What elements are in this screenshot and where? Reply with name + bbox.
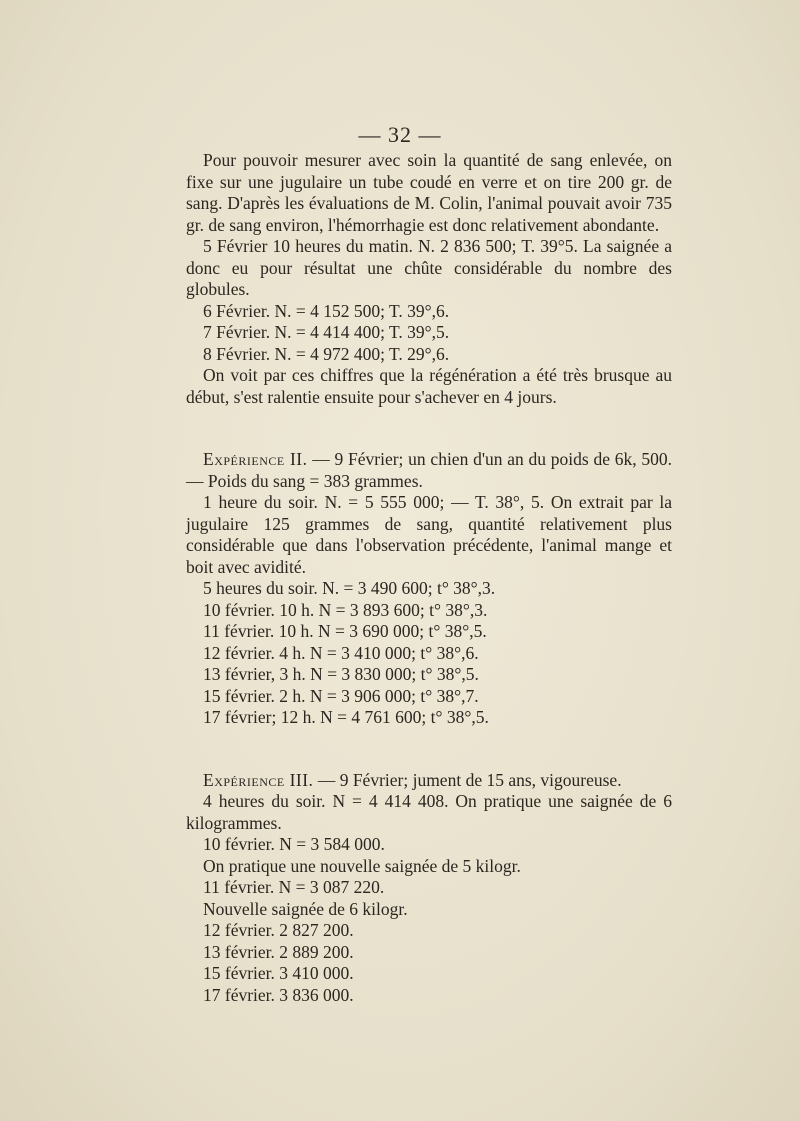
experience-3-label: Expérience III. [203, 769, 314, 790]
section-gap [186, 408, 672, 449]
data-line: Nouvelle saignée de 6 kilogr. [203, 898, 408, 919]
paragraph: On voit par ces chiffres que la régénération a été très brusque au début, s'est ralentie ensuite pour s'achever en 4 jours. [186, 365, 672, 407]
experience-3-intro-text: — 9 Février; jument de 15 ans, vigoureuse. [317, 769, 622, 790]
data-line: 13 février, 3 h. N = 3 830 000; t° 38°,5. [203, 664, 479, 684]
section-gap [186, 729, 672, 770]
experience-2-intro-text: — 9 Février; un chien d'un an du poids de 6k, 500. — Poids du sang = 383 grammes. [186, 449, 672, 491]
body-text [186, 150, 672, 1006]
data-line: 10 février. N = 3 584 000. [203, 834, 385, 854]
data-line: 15 février. 3 410 000. [203, 963, 354, 983]
data-line: 12 février. 4 h. N = 3 410 000; t° 38°,6. [203, 642, 479, 663]
experience-2-label: Expérience II. [203, 449, 308, 469]
data-line: 15 février. 2 h. N = 3 906 000; t° 38°,7. [203, 685, 479, 706]
data-line: 8 Février. N. = 4 972 400; T. 29°,6. [203, 343, 450, 364]
data-line: 6 Février. N. = 4 152 500; T. 39°,6. [203, 300, 450, 321]
paragraph: Pour pouvoir mesurer avec soin la quantité de sang enlevée, on fixe sur une jugulaire un tube coudé en verre et on tire 200 gr. de sang. D'après les évaluations de M. Colin, l'animal pouvait avoir 735 gr. de sang environ, l'hémorrhagie est donc relativement abondante. [186, 150, 672, 235]
data-line: 11 février. 10 h. N = 3 690 000; t° 38°,5. [203, 621, 487, 641]
data-line: 17 février; 12 h. N = 4 761 600; t° 38°,5. [203, 707, 489, 727]
data-line: 13 février. 2 889 200. [203, 941, 354, 962]
data-line: 5 heures du soir. N. = 3 490 600; t° 38°,3. [203, 578, 496, 598]
experience-2-intro [186, 449, 672, 492]
paragraph: 1 heure du soir. N. = 5 555 000; — T. 38°, 5. On extrait par la jugulaire 125 grammes de sang, quantité relativement plus considérable que dans l'observation précédente, l'animal mange et boit avec avidité. [186, 492, 672, 577]
data-line: On pratique une nouvelle saignée de 5 kilogr. [203, 855, 521, 876]
data-line: 10 février. 10 h. N = 3 893 600; t° 38°,3. [203, 599, 488, 620]
data-line: 7 Février. N. = 4 414 400; T. 39°,5. [203, 322, 450, 342]
data-line: 11 février. N = 3 087 220. [203, 877, 385, 897]
paragraph: 4 heures du soir. N = 4 414 408. On pratique une saignée de 6 kilogrammes. [186, 791, 672, 833]
data-line: 12 février. 2 827 200. [203, 920, 354, 940]
data-line: 17 février. 3 836 000. [203, 984, 354, 1005]
experience-3-intro [186, 770, 672, 792]
page-number: — 32 — [358, 122, 442, 147]
paragraph: 5 Février 10 heures du matin. N. 2 836 500; T. 39°5. La saignée a donc eu pour résultat une chûte considérable du nombre des globules. [186, 236, 672, 299]
